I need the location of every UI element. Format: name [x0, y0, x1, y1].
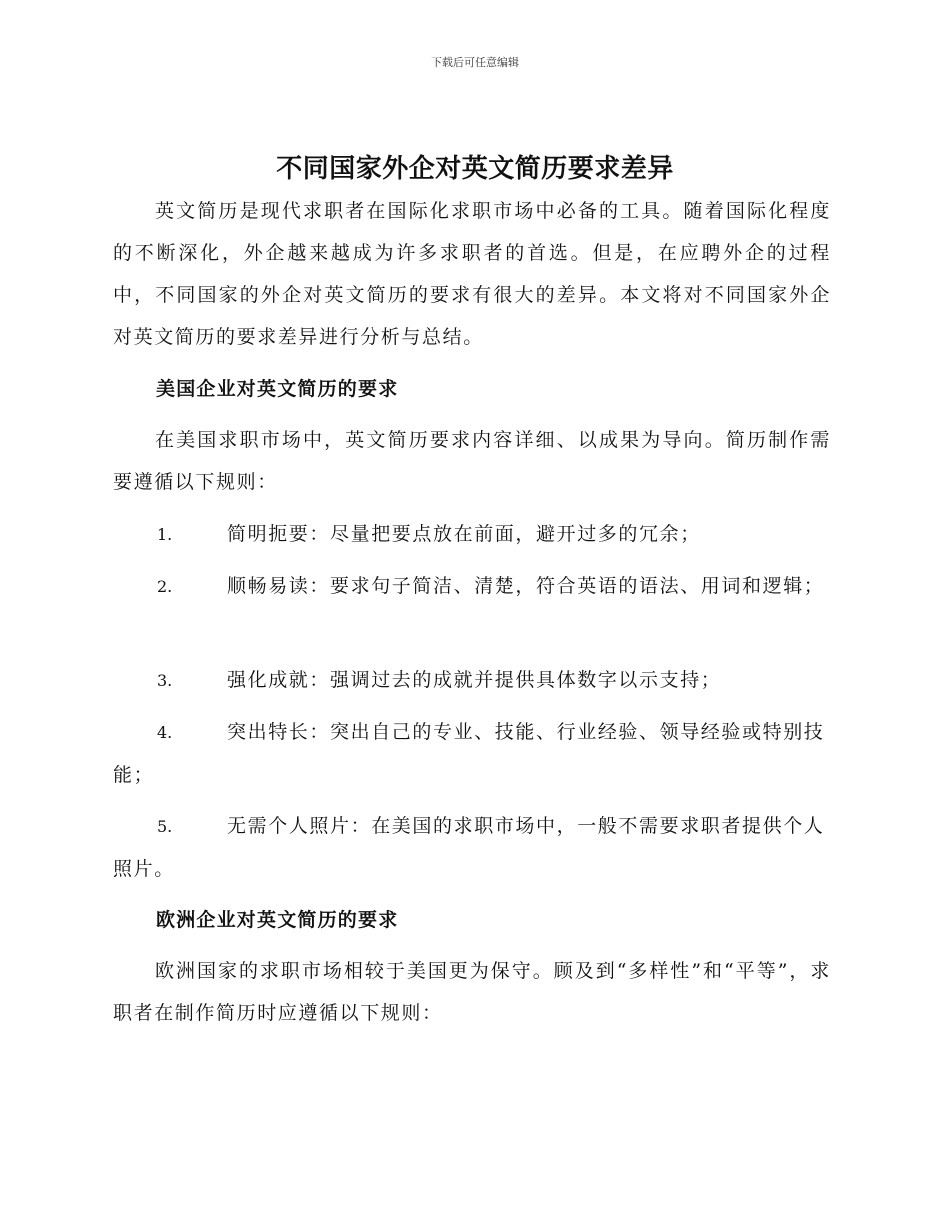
list-item	[113, 513, 831, 556]
section-heading-us: 美国企业对英文简历的要求	[156, 378, 399, 400]
list-item-text: 突出特长：突出自己的专业、技能、行业经验、领导经验或特别技能；	[113, 721, 825, 786]
section-paragraph-europe: 欧洲国家的求职市场相较于美国更为保守。顾及到“多样性”和“平等”，求职者在制作简历时应遵循以下规则：	[113, 960, 831, 1024]
list-item	[113, 711, 831, 796]
section-paragraph-us: 在美国求职市场中，英文简历要求内容详细、以成果为导向。简历制作需要遵循以下规则：	[113, 429, 831, 493]
list-item	[113, 565, 831, 608]
list-item-text: 简明扼要：尽量把要点放在前面，避开过多的冗余；	[227, 523, 701, 545]
list-item-number: 1.	[157, 525, 173, 544]
document-title: 不同国家外企对英文简历要求差异	[276, 154, 674, 184]
list-item-text: 顺畅易读：要求句子简洁、清楚，符合英语的语法、用词和逻辑；	[227, 575, 825, 597]
list-item-text: 无需个人照片：在美国的求职市场中，一般不需要求职者提供个人照片。	[113, 815, 825, 880]
list-item	[113, 659, 831, 702]
list-item-number: 4.	[157, 723, 173, 742]
page-header: 下载后可任意编辑	[431, 56, 519, 69]
list-item-number: 5.	[157, 817, 173, 836]
section-heading-europe: 欧洲企业对英文简历的要求	[156, 909, 399, 931]
list-item	[113, 805, 831, 890]
list-item-number: 2.	[157, 577, 173, 596]
list-item-number: 3.	[157, 671, 173, 690]
list-item-text: 强化成就：强调过去的成就并提供具体数字以示支持；	[227, 669, 722, 691]
intro-paragraph: 英文简历是现代求职者在国际化求职市场中必备的工具。随着国际化程度的不断深化，外企越来越成为许多求职者的首选。但是，在应聘外企的过程中，不同国家的外企对英文简历的要求有很大的差异。本文将对不同国家外企对英文简历的要求差异进行分析与总结。	[113, 200, 831, 348]
